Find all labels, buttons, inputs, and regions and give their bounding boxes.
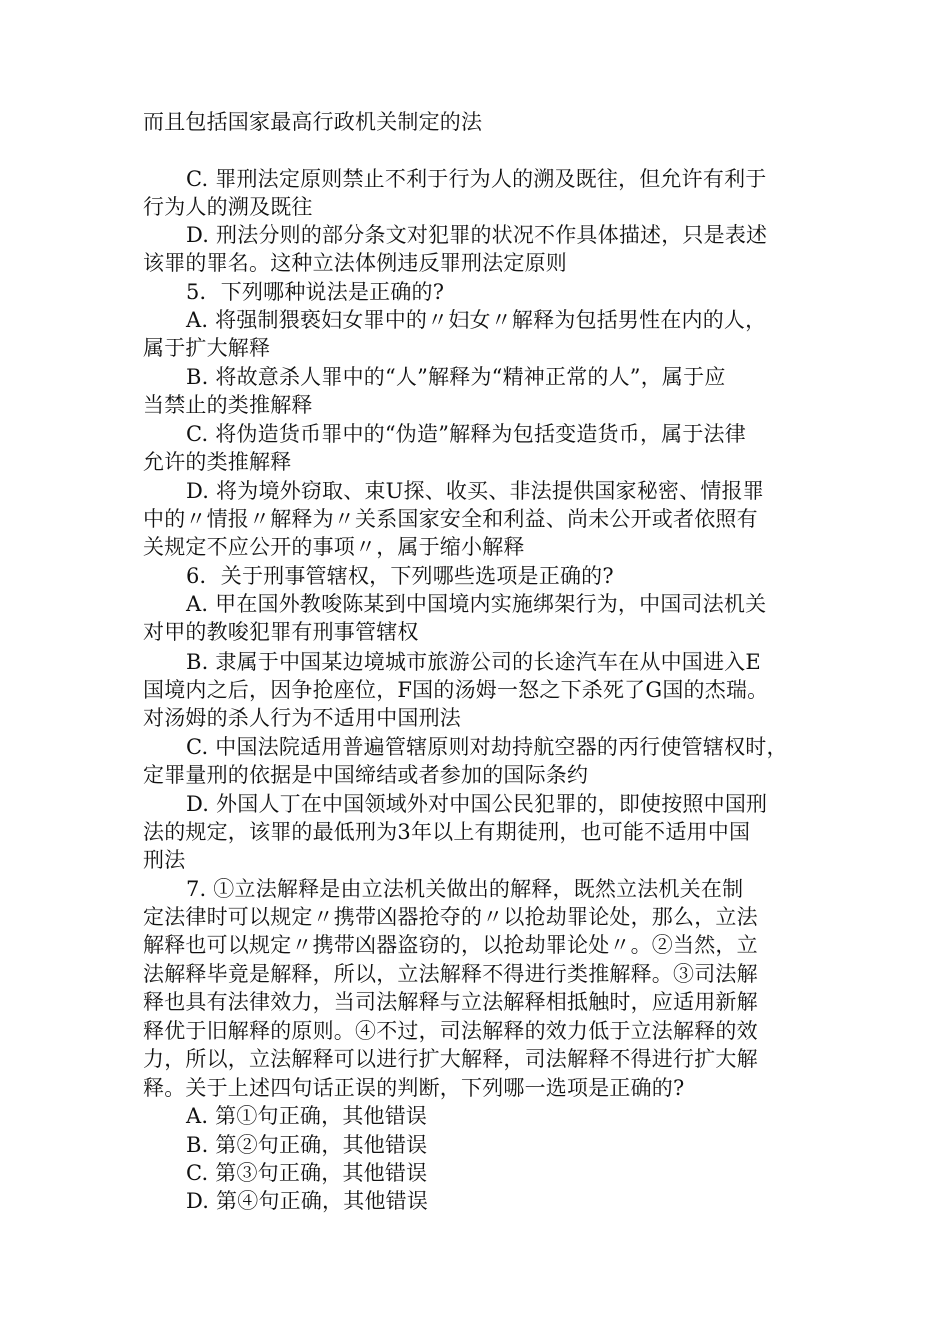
option-b-line: B. 第②句正确，其他错误 (186, 1133, 428, 1157)
text-line: 法解释毕竟是解释，所以，立法解释不得进行类推解释。③司法解 (143, 962, 758, 986)
text-line: 释优于旧解释的原则。④不过，司法解释的效力低于立法解释的效 (143, 1019, 758, 1043)
option-c-line: C. 将伪造货币罪中的“伪造”解释为包括变造货币，属于法律 (186, 422, 746, 446)
option-c-line: C. 中国法院适用普遍管辖原则对劫持航空器的丙行使管辖权时， (186, 735, 788, 759)
option-a-line: A. 甲在国外教唆陈某到中国境内实施绑架行为，中国司法机关 (186, 592, 767, 616)
text-line: 国境内之后，因争抢座位，F国的汤姆一怒之下杀死了G国的杰瑞。 (143, 678, 769, 702)
option-a-line: A. 第①句正确，其他错误 (186, 1104, 428, 1128)
text-line: 对甲的教唆犯罪有刑事管辖权 (143, 620, 419, 644)
text-line: 力，所以，立法解释可以进行扩大解释，司法解释不得进行扩大解 (143, 1047, 758, 1071)
option-d-line: D. 将为境外窃取、束U探、收买、非法提供国家秘密、情报罪 (186, 479, 764, 503)
text-line: 行为人的溯及既往 (143, 195, 313, 219)
text-line: 允许的类推解释 (143, 450, 292, 474)
question-6-title: 6．关于刑事管辖权，下列哪些选项是正确的? (186, 564, 614, 588)
text-line: 中的〃情报〃解释为〃关系国家安全和利益、尚未公开或者依照有 (143, 507, 758, 531)
text-line: 当禁止的类推解释 (143, 393, 313, 417)
text-line: 法的规定，该罪的最低刑为3年以上有期徒刑，也可能不适用中国 (143, 820, 751, 844)
option-d-line: D. 第④句正确，其他错误 (186, 1189, 429, 1213)
option-b-line: B. 将故意杀人罪中的“人”解释为“精神正常的人”，属于应 (186, 365, 726, 389)
text-line: 释也具有法律效力，当司法解释与立法解释相抵触时，应适用新解 (143, 990, 758, 1014)
text-line: 而且包括国家最高行政机关制定的法 (143, 110, 483, 134)
option-c-line: C. 第③句正确，其他错误 (186, 1161, 428, 1185)
text-line: 属于扩大解释 (143, 336, 271, 360)
text-line: 定罪量刑的依据是中国缔结或者参加的国际条约 (143, 763, 589, 787)
text-line: 解释也可以规定〃携带凶器盗窃的，以抢劫罪论处〃。②当然，立 (143, 933, 758, 957)
question-7-title: 7. ①立法解释是由立法机关做出的解释，既然立法机关在制 (186, 877, 744, 901)
text-line: 对汤姆的杀人行为不适用中国刑法 (143, 706, 461, 730)
text-line: 该罪的罪名。这种立法体例违反罪刑法定原则 (143, 251, 567, 275)
option-d-line: D. 刑法分则的部分条文对犯罪的状况不作具体描述，只是表述 (186, 223, 768, 247)
text-line: 释。关于上述四句话正误的判断，下列哪一选项是正确的? (143, 1076, 685, 1100)
option-b-line: B. 隶属于中国某边境城市旅游公司的长途汽车在从中国进入E (186, 650, 761, 674)
text-line: 定法律时可以规定〃携带凶器抢夺的〃以抢劫罪论处，那么，立法 (143, 905, 758, 929)
option-c-line: C. 罪刑法定原则禁止不利于行为人的溯及既往，但允许有利于 (186, 167, 767, 191)
text-line: 关规定不应公开的事项〃，属于缩小解释 (143, 535, 525, 559)
option-d-line: D. 外国人丁在中国领域外对中国公民犯罪的，即使按照中国刑 (186, 792, 768, 816)
question-5-title: 5．下列哪种说法是正确的? (186, 280, 445, 304)
text-line: 刑法 (143, 848, 186, 872)
option-a-line: A. 将强制猥亵妇女罪中的〃妇女〃解释为包括男性在内的人， (186, 308, 767, 332)
